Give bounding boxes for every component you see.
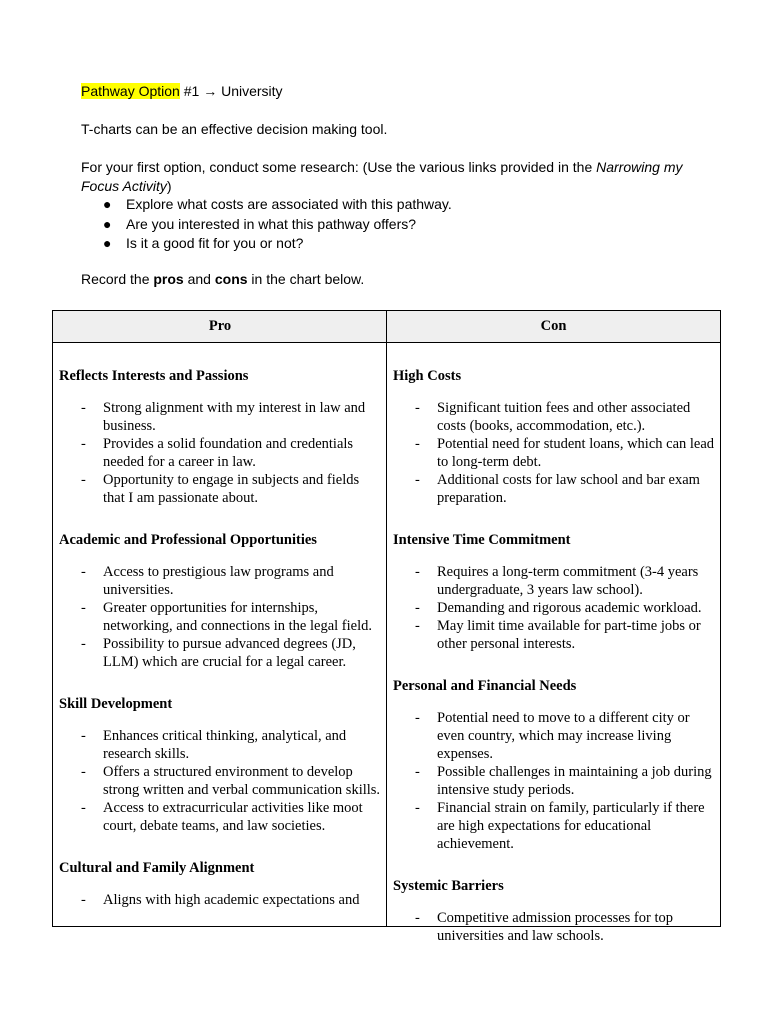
title-rest: #1 → University bbox=[179, 83, 283, 99]
list-item bbox=[393, 709, 715, 763]
con-item-text: Additional costs for law school and bar exam preparation. bbox=[437, 472, 700, 506]
dash-icon: - bbox=[81, 636, 86, 652]
dash-icon: - bbox=[81, 764, 86, 780]
bullet-icon: ● bbox=[103, 215, 112, 232]
list-item bbox=[393, 909, 715, 945]
intro-text: T-charts can be an effective decision making tool. bbox=[81, 121, 388, 137]
list-item bbox=[81, 234, 452, 254]
dash-icon: - bbox=[81, 892, 86, 908]
con-item-text: Requires a long-term commitment (3-4 years undergraduate, 3 years law school). bbox=[437, 564, 699, 598]
pro-item-text: Access to extracurricular activities like moot court, debate teams, and law societies. bbox=[103, 800, 363, 834]
record-text-b: and bbox=[183, 271, 215, 287]
pro-item-text: Greater opportunities for internships, networking, and connections in the legal field. bbox=[103, 600, 372, 634]
research-lead: For your first option, conduct some research: (Use the various links provided in the bbox=[81, 159, 597, 175]
con-column bbox=[393, 343, 715, 944]
list-item bbox=[59, 435, 381, 471]
con-item-list bbox=[393, 563, 715, 653]
record-instructions bbox=[81, 271, 364, 287]
list-item bbox=[59, 563, 381, 599]
list-item bbox=[59, 471, 381, 507]
list-item bbox=[81, 195, 452, 215]
title-highlight: Pathway Option bbox=[81, 83, 180, 99]
list-item bbox=[393, 599, 715, 617]
list-item bbox=[59, 635, 381, 671]
con-item-text: May limit time available for part-time jobs or other personal interests. bbox=[437, 618, 701, 652]
bullet-text: Explore what costs are associated with this pathway. bbox=[126, 196, 452, 212]
con-section-title: Intensive Time Commitment bbox=[393, 532, 571, 548]
pro-section-title: Academic and Professional Opportunities bbox=[59, 532, 317, 548]
pro-column bbox=[59, 343, 381, 926]
dash-icon: - bbox=[415, 764, 420, 780]
record-text-c: in the chart below. bbox=[247, 271, 365, 287]
pro-item-list bbox=[59, 891, 381, 909]
pro-item-text: Enhances critical thinking, analytical, and research skills. bbox=[103, 728, 347, 762]
pro-section-title: Skill Development bbox=[59, 696, 173, 712]
list-item bbox=[59, 599, 381, 635]
dash-icon: - bbox=[415, 600, 420, 616]
con-item-list bbox=[393, 709, 715, 853]
pro-section bbox=[59, 695, 381, 835]
list-item bbox=[59, 399, 381, 435]
dash-icon: - bbox=[415, 910, 420, 926]
pro-section-title: Cultural and Family Alignment bbox=[59, 860, 255, 876]
pro-section bbox=[59, 367, 381, 507]
list-item bbox=[59, 799, 381, 835]
pro-item-text: Provides a solid foundation and credentials needed for a career in law. bbox=[103, 436, 354, 470]
list-item bbox=[393, 399, 715, 435]
con-item-text: Demanding and rigorous academic workload. bbox=[437, 600, 702, 616]
con-section-title: Systemic Barriers bbox=[393, 878, 504, 894]
pro-item-text: Possibility to pursue advanced degrees (JD, LLM) which are crucial for a legal career. bbox=[103, 636, 356, 670]
pro-item-text: Access to prestigious law programs and universities. bbox=[103, 564, 334, 598]
dash-icon: - bbox=[81, 600, 86, 616]
dash-icon: - bbox=[415, 436, 420, 452]
pro-item-list bbox=[59, 563, 381, 671]
pro-header: Pro bbox=[53, 311, 387, 343]
list-item bbox=[393, 799, 715, 853]
con-item-text: Financial strain on family, particularly if there are high expectations for educational achievement. bbox=[437, 800, 705, 852]
con-section bbox=[393, 531, 715, 653]
list-item bbox=[59, 763, 381, 799]
dash-icon: - bbox=[81, 800, 86, 816]
column-divider bbox=[386, 311, 387, 926]
con-item-text: Competitive admission processes for top universities and law schools. bbox=[437, 910, 673, 944]
pro-item-text: Offers a structured environment to develop strong written and verbal communication skills. bbox=[103, 764, 381, 798]
dash-icon: - bbox=[81, 728, 86, 744]
con-item-text: Possible challenges in maintaining a job during intensive study periods. bbox=[437, 764, 712, 798]
con-section-title: High Costs bbox=[393, 368, 462, 384]
bullet-text: Are you interested in what this pathway offers? bbox=[126, 215, 417, 232]
bullet-text: Is it a good fit for you or not? bbox=[126, 235, 304, 251]
con-section bbox=[393, 367, 715, 507]
pro-section bbox=[59, 531, 381, 671]
pro-section-title: Reflects Interests and Passions bbox=[59, 368, 249, 384]
pro-item-text: Aligns with high academic expectations and bbox=[103, 892, 360, 908]
record-pros: pros bbox=[153, 271, 184, 287]
research-tail: ) bbox=[166, 178, 172, 194]
dash-icon: - bbox=[415, 472, 420, 488]
list-item bbox=[393, 763, 715, 799]
bullet-icon: ● bbox=[103, 235, 112, 251]
pro-item-list bbox=[59, 399, 381, 507]
dash-icon: - bbox=[415, 564, 420, 580]
dash-icon: - bbox=[81, 436, 86, 452]
t-chart-table bbox=[52, 310, 721, 944]
page-title bbox=[81, 83, 283, 99]
pro-section bbox=[59, 859, 381, 909]
con-item-text: Potential need for student loans, which can lead to long-term debt. bbox=[437, 436, 715, 470]
bullet-icon: ● bbox=[103, 196, 112, 212]
con-item-text: Potential need to move to a different city or even country, which may increase living expenses. bbox=[437, 710, 690, 762]
pro-item-list bbox=[59, 727, 381, 835]
con-section-title: Personal and Financial Needs bbox=[393, 678, 577, 694]
dash-icon: - bbox=[81, 564, 86, 580]
list-item bbox=[393, 617, 715, 653]
pro-item-text: Strong alignment with my interest in law and business. bbox=[103, 400, 366, 434]
con-section bbox=[393, 677, 715, 853]
con-item-list bbox=[393, 909, 715, 945]
record-text-a: Record the bbox=[81, 271, 154, 287]
research-bullet-list bbox=[81, 195, 452, 254]
list-item bbox=[393, 471, 715, 507]
dash-icon: - bbox=[415, 710, 420, 726]
con-section bbox=[393, 877, 715, 945]
dash-icon: - bbox=[81, 472, 86, 488]
con-item-list bbox=[393, 399, 715, 507]
list-item bbox=[81, 215, 452, 235]
list-item bbox=[393, 563, 715, 599]
dash-icon: - bbox=[415, 400, 420, 416]
con-item-text: Significant tuition fees and other associated costs (books, accommodation, etc.). bbox=[437, 400, 691, 434]
list-item bbox=[393, 435, 715, 471]
pro-item-text: Opportunity to engage in subjects and fields that I am passionate about. bbox=[103, 472, 360, 506]
list-item bbox=[59, 727, 381, 763]
research-instructions bbox=[81, 158, 701, 196]
con-header: Con bbox=[387, 311, 720, 343]
dash-icon: - bbox=[81, 400, 86, 416]
list-item bbox=[59, 891, 381, 909]
research-activity-name: Narrowing my Focus Activity bbox=[81, 159, 683, 194]
dash-icon: - bbox=[415, 800, 420, 816]
dash-icon: - bbox=[415, 618, 420, 634]
record-cons: cons bbox=[214, 271, 248, 287]
